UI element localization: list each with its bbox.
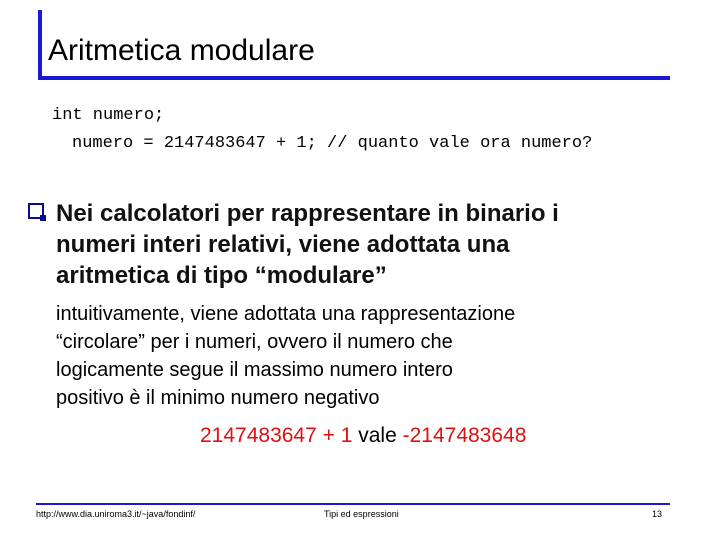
bullet-line-1: Nei calcolatori per rappresentare in binario i [56, 200, 559, 227]
formula-result: -2147483648 [402, 424, 527, 447]
overflow-formula [200, 424, 526, 448]
formula-expression: 2147483647 + 1 [200, 424, 353, 447]
code-line-declaration: int numero; [52, 106, 165, 125]
formula-verb: vale [352, 424, 403, 447]
footer-page-number: 13 [652, 509, 663, 519]
square-bullet-icon [28, 203, 44, 219]
footer-url: http://www.dia.uniroma3.it/~java/fondinf/ [36, 509, 196, 519]
sub-line-4: positivo è il minimo numero negativo [56, 387, 380, 409]
code-line-assignment: numero = 2147483647 + 1; // quanto vale ora numero? [72, 134, 593, 153]
sub-line-3: logicamente segue il massimo numero intero [56, 359, 453, 381]
bullet-line-2: numeri interi relativi, viene adottata una [56, 231, 510, 258]
sub-line-1: intuitivamente, viene adottata una rappresentazione [56, 303, 516, 325]
footer-topic: Tipi ed espressioni [324, 509, 399, 519]
slide-title: Aritmetica modulare [48, 34, 315, 67]
sub-bullet-text [56, 300, 686, 412]
sub-line-2: “circolare” per i numeri, ovvero il numero che [56, 331, 453, 353]
bullet-text [56, 198, 686, 291]
footer-divider [36, 503, 670, 505]
bullet-line-3: aritmetica di tipo “modulare” [56, 262, 387, 289]
